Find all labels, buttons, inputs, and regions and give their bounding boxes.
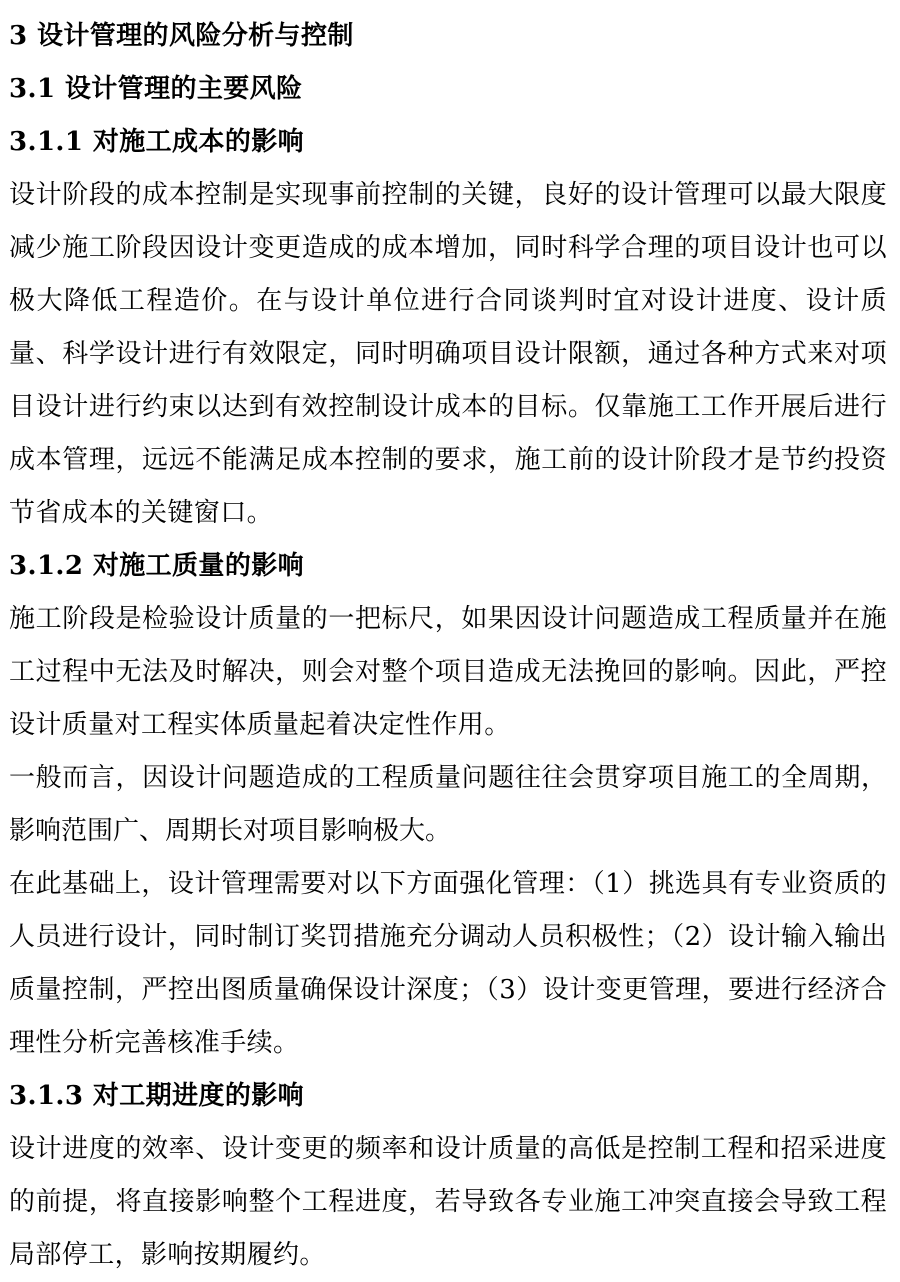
paragraph-quality-impact-2: 一般而言，因设计问题造成的工程质量问题往往会贯穿项目施工的全周期，影响范围广、周期长对项目影响极大。: [9, 763, 887, 846]
paragraph-quality-impact-3: 在此基础上，设计管理需要对以下方面强化管理：（1）挑选具有专业资质的人员进行设计，同时制订奖罚措施充分调动人员积极性；（2）设计输入输出质量控制，严控出图质量确保设计深度；（3）设计变更管理，要进行经济合理性分析完善核准手续。: [9, 869, 887, 1058]
section-heading-3-1-2: 3.1.2 对施工质量的影响: [9, 551, 305, 581]
section-heading-3-1: 3.1 设计管理的主要风险: [9, 74, 303, 104]
section-heading-3: 3 设计管理的风险分析与控制: [9, 21, 354, 51]
paragraph-quality-impact-1: 施工阶段是检验设计质量的一把标尺，如果因设计问题造成工程质量并在施工过程中无法及时解决，则会对整个项目造成无法挽回的影响。因此，严控设计质量对工程实体质量起着决定性作用。: [9, 604, 887, 740]
section-heading-3-1-1: 3.1.1 对施工成本的影响: [9, 127, 305, 157]
paragraph-schedule-impact: 设计进度的效率、设计变更的频率和设计质量的高低是控制工程和招采进度的前提，将直接影响整个工程进度，若导致各专业施工冲突直接会导致工程局部停工，影响按期履约。: [9, 1134, 887, 1270]
section-heading-3-1-3: 3.1.3 对工期进度的影响: [9, 1081, 305, 1111]
document-body: [9, 10, 887, 1282]
paragraph-cost-impact: 设计阶段的成本控制是实现事前控制的关键，良好的设计管理可以最大限度减少施工阶段因设计变更造成的成本增加，同时科学合理的项目设计也可以极大降低工程造价。在与设计单位进行合同谈判时宜对设计进度、设计质量、科学设计进行有效限定，同时明确项目设计限额，通过各种方式来对项目设计进行约束以达到有效控制设计成本的目标。仅靠施工工作开展后进行成本管理，远远不能满足成本控制的要求，施工前的设计阶段才是节约投资节省成本的关键窗口。: [9, 180, 887, 528]
